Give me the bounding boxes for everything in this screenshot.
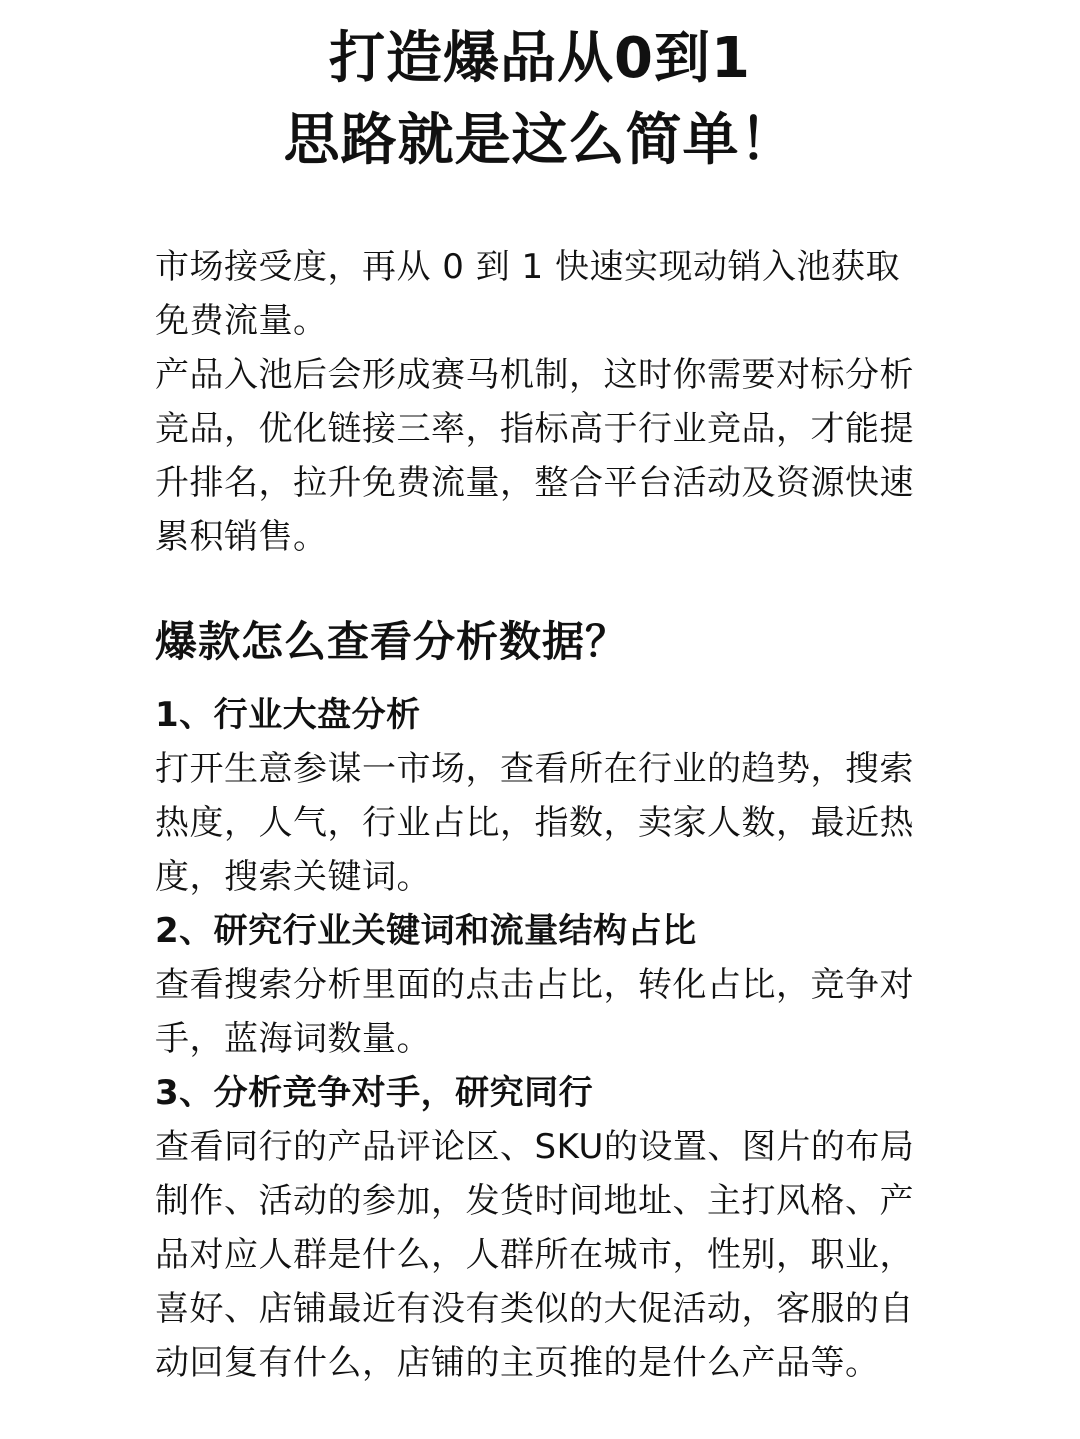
section-title: 3、分析竞争对手，研究同行 [155,1073,594,1113]
section-item-2 [155,904,925,1066]
section-heading: 爆款怎么查看分析数据？ [155,617,629,666]
page-title-line-2: 思路就是这么简单！ [283,108,797,173]
intro-paragraph-2: 产品入池后会形成赛马机制，这时你需要对标分析竞品，优化链接三率，指标高于行业竞品，才能提升排名，拉升免费流量，整合平台活动及资源快速累积销售。 [155,355,914,557]
intro-paragraph-1: 市场接受度，再从 0 到 1 快速实现动销入池获取免费流量。 [155,247,900,341]
page-title-line-1: 打造爆品从0到1 [329,26,751,91]
section-item-1 [155,688,925,904]
section-title: 1、行业大盘分析 [155,695,421,735]
section-item-3 [155,1066,925,1390]
section-title: 2、研究行业关键词和流量结构占比 [155,911,697,951]
sections-list [155,688,925,1390]
page-title [0,18,1080,182]
intro-block [155,240,925,564]
section-body: 打开生意参谋一市场，查看所在行业的趋势，搜索热度，人气，行业占比，指数，卖家人数，最近热度，搜索关键词。 [155,749,914,897]
section-body: 查看同行的产品评论区、SKU的设置、图片的布局制作、活动的参加，发货时间地址、主打风格、产品对应人群是什么，人群所在城市，性别，职业，喜好、店铺最近有没有类似的大促活动，客服的自动回复有什么，店铺的主页推的是什么产品等。 [155,1127,915,1383]
section-body: 查看搜索分析里面的点击占比，转化占比，竞争对手，蓝海词数量。 [155,965,914,1059]
